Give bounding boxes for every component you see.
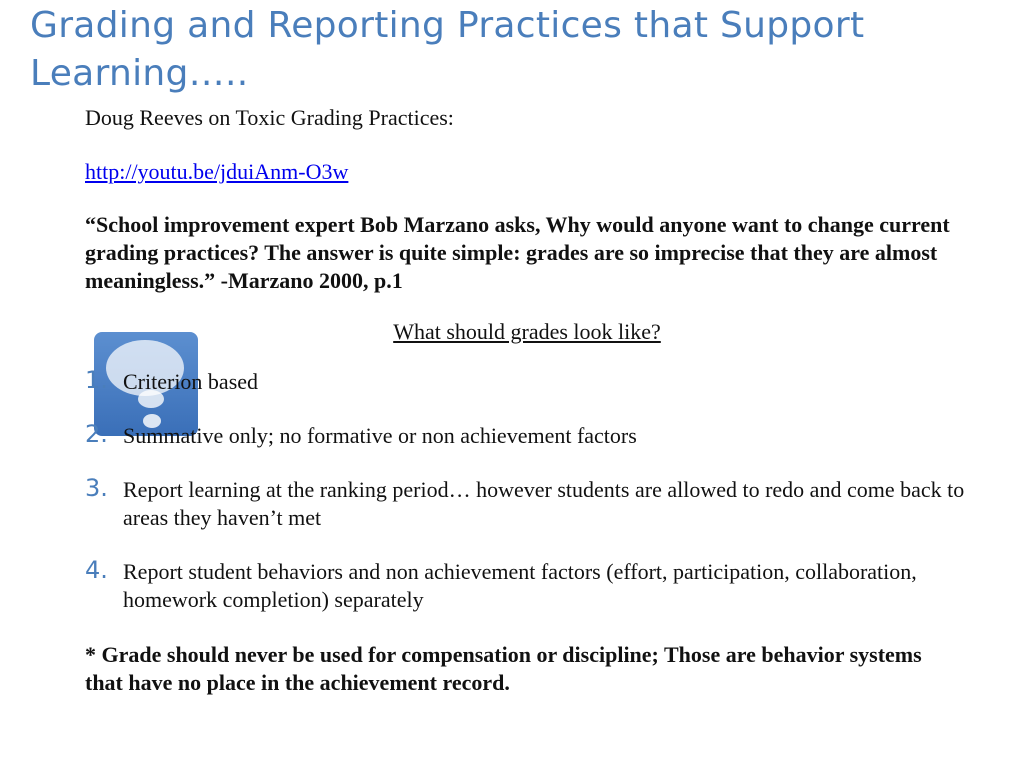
list-item [85, 558, 965, 614]
list-item [85, 476, 965, 532]
list-number: 3. [85, 474, 108, 502]
marzano-quote: “School improvement expert Bob Marzano asks, Why would anyone want to change current grading practices? The answer is quite simple: grades are so imprecise that they are almost meaningless.” -Marzano 2000, p.1 [85, 212, 950, 293]
list-item [85, 368, 965, 396]
list-item-text: Report student behaviors and non achievement factors (effort, participation, collaboration, homework completion) separately [123, 559, 917, 612]
list-number: 4. [85, 556, 108, 584]
intro-text: Doug Reeves on Toxic Grading Practices: [85, 105, 454, 130]
list-number: 1. [85, 366, 108, 394]
list-item-text: Criterion based [123, 369, 259, 394]
grades-list [85, 368, 965, 640]
list-item [85, 422, 965, 450]
grading-note: * Grade should never be used for compensation or discipline; Those are behavior systems that have no place in the achievement record. [85, 642, 922, 695]
list-number: 2. [85, 420, 108, 448]
slide-title: Grading and Reporting Practices that Support Learning….. [30, 5, 865, 94]
list-item-text: Summative only; no formative or non achievement factors [123, 423, 637, 448]
video-link[interactable]: http://youtu.be/jduiAnm-O3w [85, 159, 349, 184]
list-item-text: Report learning at the ranking period… however students are allowed to redo and come back to areas they haven’t met [123, 477, 965, 530]
grades-subheading: What should grades look like? [393, 319, 661, 344]
